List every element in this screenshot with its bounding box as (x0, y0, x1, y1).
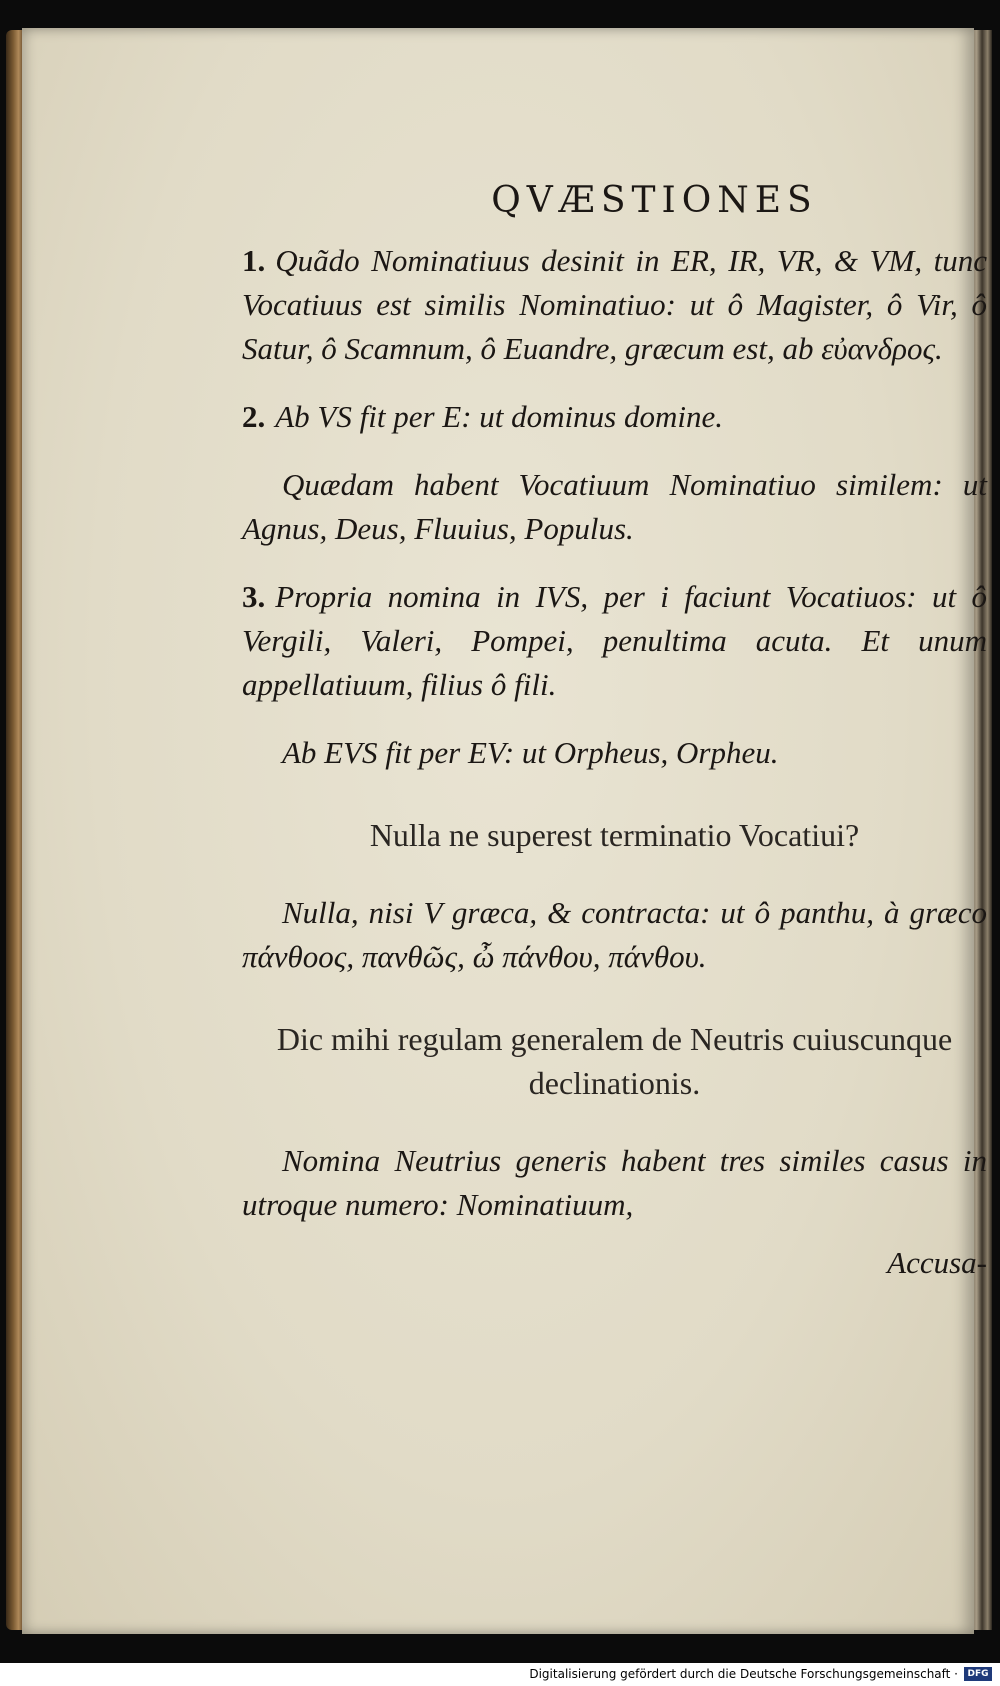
page-heading: QVÆSTIONES (491, 180, 818, 221)
digitization-credit: Digitalisierung gefördert durch die Deutsche Forschungsgemeinschaft · (0, 1663, 1000, 1686)
paragraph-1 (242, 239, 987, 371)
paragraph-2 (242, 395, 987, 439)
paragraph-number: 3. (242, 579, 266, 614)
paragraph-text: Quædam habent Vocatiuum Nominatiuo similem: ut Agnus, Deus, Fluuius, Populus. (242, 467, 987, 546)
question-vocative: Nulla ne superest terminatio Vocatiui? (369, 817, 860, 853)
paragraph-text: Quãdo Nominatiuus desinit in ER, IR, VR, & VM, tunc Vocatiuus est similis Nominatiuo: ut ô Magister, ô Vir, ô Satur, ô Scamnum, ô Euandre, græcum est, ab εὐανδρος. (242, 243, 987, 366)
paragraph-5 (242, 731, 987, 775)
dfg-logo: DFG (964, 1667, 992, 1681)
paragraph-number: 2. (242, 399, 266, 434)
catchword: Accusa- (887, 1245, 987, 1280)
answer-vocative: Nulla, nisi V græca, & contracta: ut ô panthu, à græco πάνθοος, πανθῶς, ὦ πάνθου, πάνθου. (242, 895, 987, 974)
paragraph-3 (242, 463, 987, 551)
paragraph-text: Ab EVS fit per EV: ut Orpheus, Orpheu. (282, 735, 779, 770)
paragraph-text: Propria nomina in IVS, per i faciunt Vocatiuos: ut ô Vergili, Valeri, Pompei, penultima acuta. Et unum appellatiuum, filius ô fili. (242, 579, 987, 702)
paragraph-4 (242, 575, 987, 707)
answer-neuter-rule: Nomina Neutrius generis habent tres similes casus in utroque numero: Nominatiuum, (242, 1143, 987, 1222)
question-neuter-rule: Dic mihi regulam generalem de Neutris cuiuscunque declinationis. (276, 1021, 953, 1101)
page-text-block (242, 158, 987, 1281)
paragraph-number: 1. (242, 243, 266, 278)
book-page (22, 28, 987, 1634)
paragraph-text: Ab VS fit per E: ut dominus domine. (275, 399, 723, 434)
